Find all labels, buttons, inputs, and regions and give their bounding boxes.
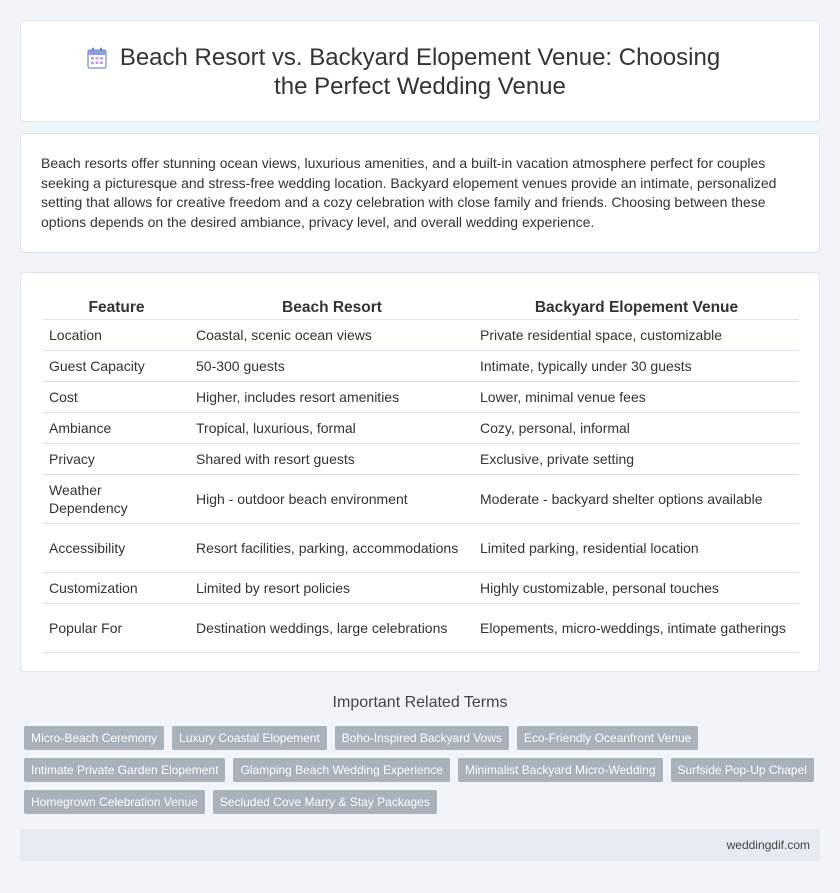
- feature-cell: Guest Capacity: [43, 350, 190, 381]
- page-title: [21, 43, 819, 101]
- feature-cell: Privacy: [43, 443, 190, 474]
- related-term-tag[interactable]: Micro-Beach Ceremony: [24, 726, 164, 750]
- related-term-tag[interactable]: Eco-Friendly Oceanfront Venue: [517, 726, 698, 750]
- header-feature: Feature: [43, 297, 190, 319]
- beach-cell: Tropical, luxurious, formal: [190, 412, 474, 443]
- related-term-tag[interactable]: Homegrown Celebration Venue: [24, 790, 205, 814]
- backyard-cell: Lower, minimal venue fees: [474, 381, 799, 412]
- footer: [20, 829, 820, 861]
- related-term-tag[interactable]: Glamping Beach Wedding Experience: [233, 758, 450, 782]
- tag-row: [24, 790, 824, 814]
- table-row: [43, 523, 799, 572]
- backyard-cell: Moderate - backyard shelter options available: [474, 474, 799, 523]
- comparison-card: [20, 272, 820, 672]
- related-term-tag[interactable]: Luxury Coastal Elopement: [172, 726, 327, 750]
- related-term-tag[interactable]: Secluded Cove Marry & Stay Packages: [213, 790, 437, 814]
- beach-cell: 50-300 guests: [190, 350, 474, 381]
- beach-cell: Limited by resort policies: [190, 572, 474, 603]
- intro-paragraph: Beach resorts offer stunning ocean views, luxurious amenities, and a built-in vacation atmosphere perfect for couples seeking a picturesque and stress-free wedding location. Backyard elopement venues provide an intimate, personalized setting that allows for creative freedom and a cozy celebration with close family and friends. Choosing between these options depends on the desired ambiance, privacy level, and overall wedding experience.: [41, 155, 777, 230]
- backyard-cell: Elopements, micro-weddings, intimate gatherings: [474, 603, 799, 652]
- beach-cell: High - outdoor beach environment: [190, 474, 474, 523]
- backyard-cell: Highly customizable, personal touches: [474, 572, 799, 603]
- beach-cell: Higher, includes resort amenities: [190, 381, 474, 412]
- beach-cell: Destination weddings, large celebrations: [190, 603, 474, 652]
- page-title-text: Beach Resort vs. Backyard Elopement Venue: Choosing the Perfect Wedding Venue: [119, 44, 721, 100]
- related-terms-list: [24, 726, 824, 822]
- feature-cell: Accessibility: [43, 523, 190, 572]
- related-term-tag[interactable]: Minimalist Backyard Micro-Wedding: [458, 758, 663, 782]
- table-row: [43, 572, 799, 603]
- beach-cell: Resort facilities, parking, accommodations: [190, 523, 474, 572]
- feature-cell: Cost: [43, 381, 190, 412]
- beach-cell: Coastal, scenic ocean views: [190, 319, 474, 350]
- table-row: [43, 443, 799, 474]
- tag-row: [24, 758, 824, 782]
- backyard-cell: Exclusive, private setting: [474, 443, 799, 474]
- table-row: [43, 381, 799, 412]
- related-term-tag[interactable]: Surfside Pop-Up Chapel: [671, 758, 814, 782]
- backyard-cell: Cozy, personal, informal: [474, 412, 799, 443]
- footer-site-link[interactable]: weddingdif.com: [726, 838, 810, 852]
- header-card: [20, 20, 820, 122]
- table-header-row: [43, 297, 799, 319]
- comparison-table: [43, 297, 799, 653]
- intro-card: [20, 133, 820, 253]
- feature-cell: Popular For: [43, 603, 190, 652]
- beach-cell: Shared with resort guests: [190, 443, 474, 474]
- header-backyard-venue: Backyard Elopement Venue: [474, 297, 799, 319]
- related-terms-title: Important Related Terms: [332, 694, 508, 711]
- related-term-tag[interactable]: Intimate Private Garden Elopement: [24, 758, 225, 782]
- header-beach-resort: Beach Resort: [190, 297, 474, 319]
- table-row: [43, 412, 799, 443]
- backyard-cell: Private residential space, customizable: [474, 319, 799, 350]
- tag-row: [24, 726, 824, 750]
- feature-cell: Customization: [43, 572, 190, 603]
- related-term-tag[interactable]: Boho-Inspired Backyard Vows: [335, 726, 509, 750]
- table-row: [43, 603, 799, 652]
- feature-cell: Ambiance: [43, 412, 190, 443]
- feature-cell: Location: [43, 319, 190, 350]
- table-row: [43, 474, 799, 523]
- table-row: [43, 319, 799, 350]
- backyard-cell: Limited parking, residential location: [474, 523, 799, 572]
- table-row: [43, 350, 799, 381]
- feature-cell: Weather Dependency: [43, 474, 190, 523]
- backyard-cell: Intimate, typically under 30 guests: [474, 350, 799, 381]
